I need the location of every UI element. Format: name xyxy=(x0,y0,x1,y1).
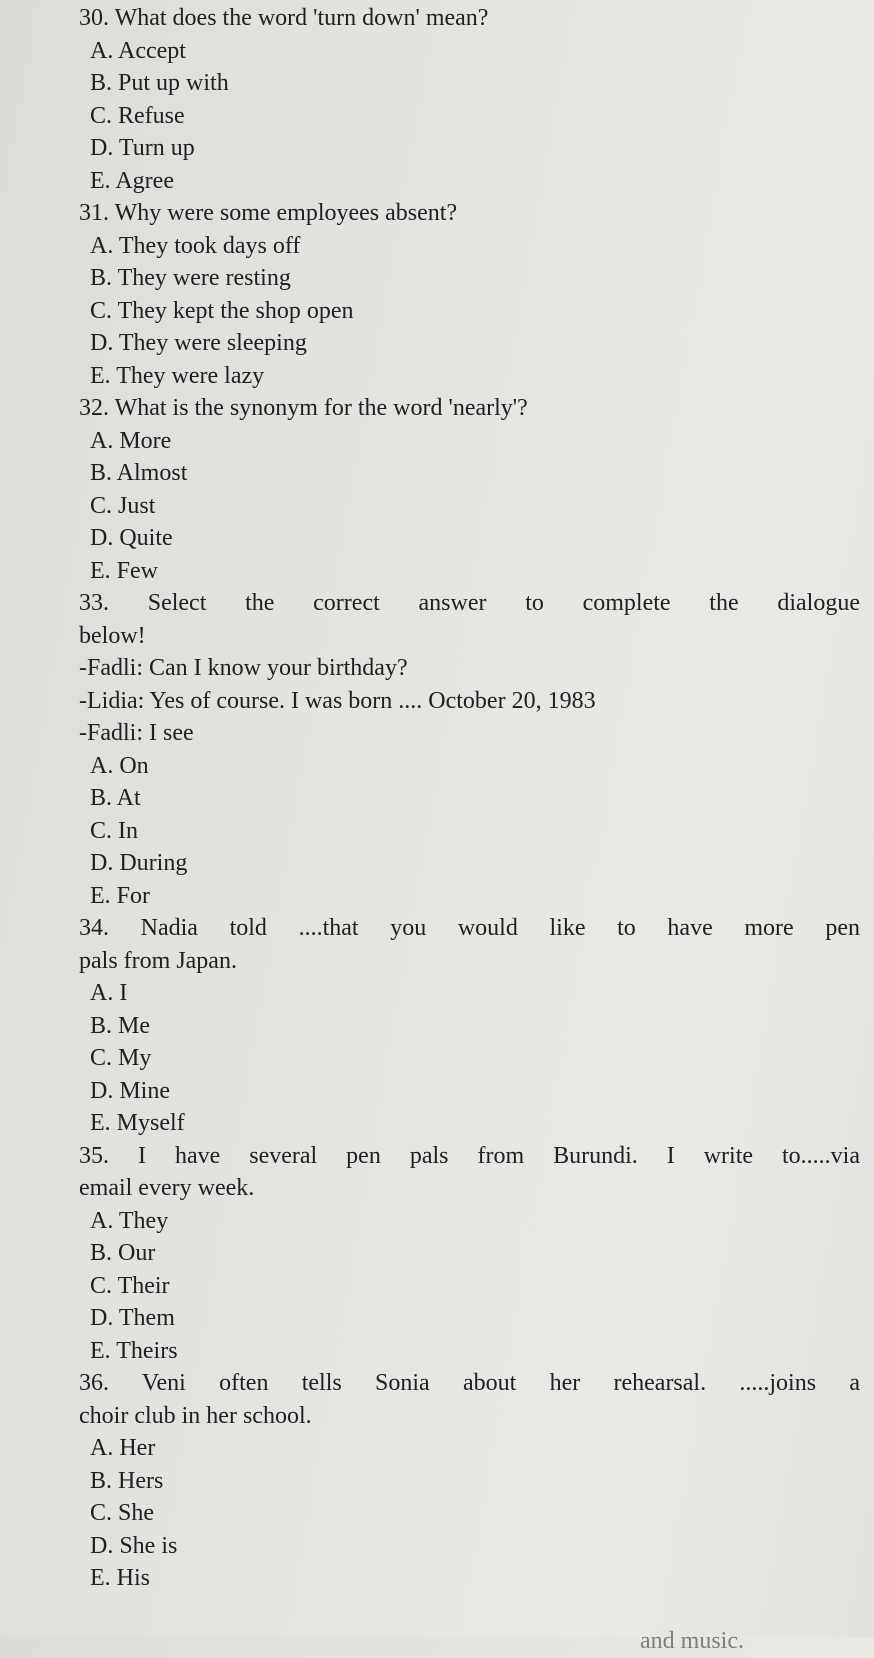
option-34-c: C. My xyxy=(90,1045,152,1071)
option-33-d: D. During xyxy=(90,850,188,876)
cutoff-next-line: and music. xyxy=(640,1628,744,1654)
option-30-a: A. Accept xyxy=(90,37,186,64)
option-34-b: B. Me xyxy=(90,1012,150,1039)
option-32-c: C. Just xyxy=(90,492,156,519)
option-34-a: A. I xyxy=(90,980,128,1006)
options-30 xyxy=(74,35,864,198)
option-33-b: B. At xyxy=(90,785,141,811)
option-35-b: B. Our xyxy=(90,1240,156,1266)
dialogue-33 xyxy=(74,652,864,750)
question-33 xyxy=(74,587,864,652)
option-34-e: E. Myself xyxy=(90,1110,185,1136)
options-36 xyxy=(74,1432,864,1595)
options-31 xyxy=(74,230,864,393)
option-30-b: B. Put up with xyxy=(90,70,229,96)
option-36-d: D. She is xyxy=(90,1532,178,1559)
option-32-b: B. Almost xyxy=(90,460,188,486)
options-32 xyxy=(74,425,864,588)
question-30: 30. What does the word 'turn down' mean? xyxy=(79,5,489,31)
question-36 xyxy=(74,1367,864,1432)
options-35 xyxy=(74,1205,864,1368)
question-36-line-2: choir club in her school. xyxy=(79,1402,312,1429)
question-35-line-2: email every week. xyxy=(79,1175,255,1201)
option-31-b: B. They were resting xyxy=(90,265,291,291)
option-32-a: A. More xyxy=(90,427,172,454)
option-36-b: B. Hers xyxy=(90,1467,164,1494)
question-34-line-1: 34. Nadia told ....that you would like to have more pen xyxy=(79,915,860,941)
option-31-d: D. They were sleeping xyxy=(90,330,307,356)
question-33-line-1: 33. Select the correct answer to complete the dialogue xyxy=(79,590,860,616)
option-35-d: D. Them xyxy=(90,1305,175,1331)
options-33 xyxy=(74,750,864,913)
option-31-a: A. They took days off xyxy=(90,232,301,259)
worksheet xyxy=(74,2,864,1595)
option-30-e: E. Agree xyxy=(90,167,174,194)
question-34-line-2: pals from Japan. xyxy=(79,947,237,974)
question-33-line-2: below! xyxy=(79,622,146,649)
option-32-d: D. Quite xyxy=(90,525,173,551)
option-33-c: C. In xyxy=(90,817,138,844)
dialogue-line-2: -Lidia: Yes of course. I was born .... October 20, 1983 xyxy=(79,687,596,714)
question-35-line-1: 35. I have several pen pals from Burundi. I write to.....via xyxy=(79,1142,860,1169)
option-33-a: A. On xyxy=(90,752,149,779)
option-32-e: E. Few xyxy=(90,557,158,584)
question-36-line-1: 36. Veni often tells Sonia about her rehearsal. .....joins a xyxy=(79,1370,860,1396)
question-32: 32. What is the synonym for the word 'nearly'? xyxy=(79,395,528,421)
option-36-c: C. She xyxy=(90,1500,155,1526)
question-31: 31. Why were some employees absent? xyxy=(79,200,458,226)
option-31-e: E. They were lazy xyxy=(90,362,265,389)
dialogue-line-1: -Fadli: Can I know your birthday? xyxy=(79,655,408,681)
question-35 xyxy=(74,1140,864,1205)
option-34-d: D. Mine xyxy=(90,1077,170,1104)
option-35-a: A. They xyxy=(90,1207,169,1234)
options-34 xyxy=(74,977,864,1140)
option-35-e: E. Theirs xyxy=(90,1337,178,1364)
option-36-e: E. His xyxy=(90,1565,150,1591)
option-35-c: C. Their xyxy=(90,1272,170,1299)
option-33-e: E. For xyxy=(90,882,150,909)
option-31-c: C. They kept the shop open xyxy=(90,297,354,324)
option-30-d: D. Turn up xyxy=(90,135,195,161)
option-36-a: A. Her xyxy=(90,1435,156,1461)
option-30-c: C. Refuse xyxy=(90,102,185,129)
dialogue-line-3: -Fadli: I see xyxy=(79,720,194,746)
question-34 xyxy=(74,912,864,977)
